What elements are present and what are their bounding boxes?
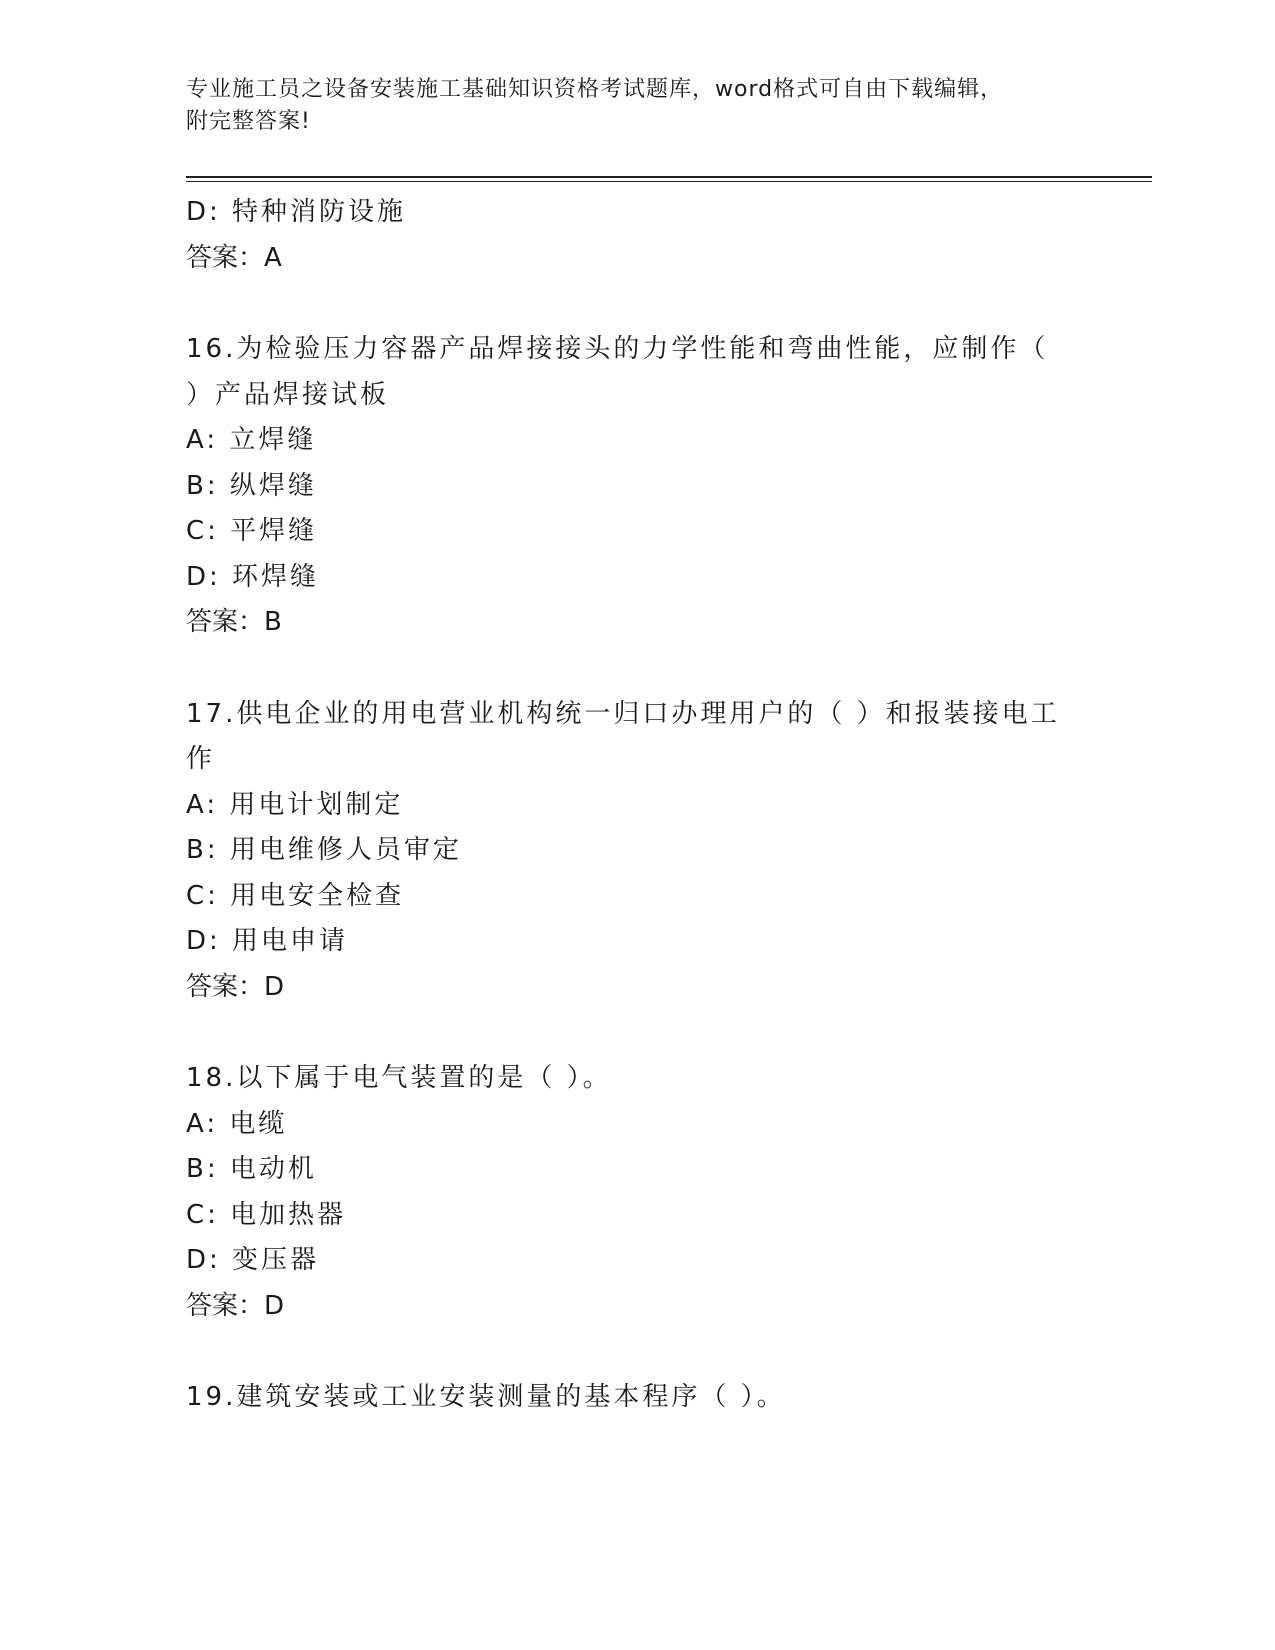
question-title: 16.为检验压力容器产品焊接接头的力学性能和弯曲性能，应制作（ [186,334,1049,364]
question-title: 18.以下属于电气装置的是（ ）。 [186,1063,612,1093]
question-17 [186,692,1086,1011]
question-title: 17.供电企业的用电营业机构统一归口办理用户的（ ）和报装接电工 [186,698,1060,729]
header-divider-thin [186,181,1152,182]
question-title-cont: ）产品焊接试板 [186,379,390,410]
header-line-2: 附完整答案! [186,109,311,134]
option-a: A: 立焊缝 [186,425,317,455]
option-d: D: 环焊缝 [186,561,320,592]
option-b: B: 电动机 [186,1154,317,1184]
question-18 [186,1056,1086,1329]
question-title-cont: 作 [186,744,216,774]
option-b: B: 纵焊缝 [186,470,317,501]
answer: 答案：D [186,971,285,1002]
option-d: D: 变压器 [186,1245,320,1275]
option-b: B: 用电维修人员审定 [186,835,462,865]
question-16 [186,327,1086,646]
header-divider-thick [186,176,1152,178]
header-line-1: 专业施工员之设备安装施工基础知识资格考试题库，word格式可自由下载编辑， [186,77,1004,102]
question-content [186,190,1086,1421]
question-19 [186,1375,1086,1421]
answer: 答案：B [186,607,282,637]
prev-answer: 答案：A [186,242,282,273]
question-title: 19.建筑安装或工业安装测量的基本程序（ ）。 [186,1382,786,1412]
page-header [186,74,1086,138]
option-c: C: 用电安全检查 [186,880,405,911]
option-a: A: 电缆 [186,1108,288,1139]
prev-option-d: D: 特种消防设施 [186,197,407,227]
option-d: D: 用电申请 [186,926,349,956]
option-c: C: 平焊缝 [186,516,318,546]
option-c: C: 电加热器 [186,1199,347,1230]
option-a: A: 用电计划制定 [186,789,404,820]
answer: 答案：D [186,1290,285,1321]
